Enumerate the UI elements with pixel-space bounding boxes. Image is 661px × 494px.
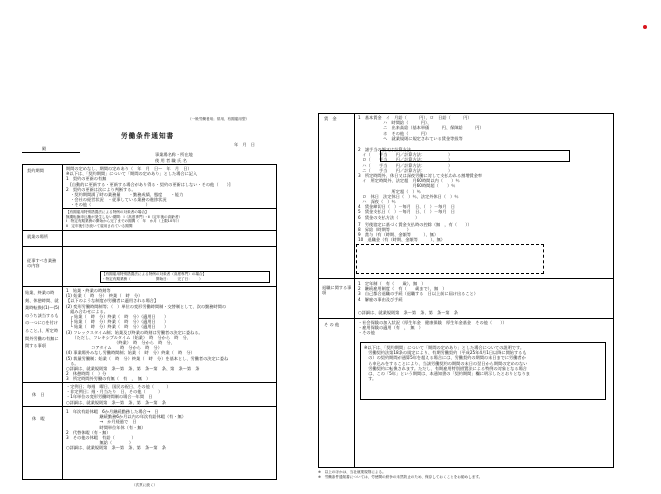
addressee-underline bbox=[22, 152, 80, 153]
contract-inner-divider bbox=[62, 208, 277, 209]
right-row-divider-2 bbox=[318, 318, 614, 319]
continued-note: （次頁に続く） bbox=[132, 483, 158, 487]
section-label-other: そ の 他 bbox=[324, 322, 340, 327]
row-divider-3 bbox=[22, 286, 277, 287]
section-label-leave: 休 暇 bbox=[32, 416, 45, 421]
section-label-wages: 賃 金 bbox=[324, 116, 337, 121]
left-date: 年 月 日 bbox=[234, 142, 255, 147]
right-label-column-divider bbox=[354, 113, 355, 468]
right-row-divider-1 bbox=[318, 278, 614, 279]
wage-lines: 1 基本賃金 イ 月給（ 円）、ロ 日給（ 円） ハ 時間給（ 円）、 ニ 出来高給（基本単価 円、保障給 円） ホ その他（ 円） へ 就業規則に規定されている賃金等級等 2 諸手当の額又は計算方法 イ（ 手当 円／計算方法： ） ロ（ 手当 円／計算方法： ） ハ（ 手当 円／計算方法： ） ニ（ 手当 円／計算方法： ） 3 所定時間外、休日又は深夜労働に対して支払われる割増賃金率 イ 所定時間外、法定超 月60時間以内（ ）％ 月60時間超（ ）％ 所定超（ ）％ ロ 休日 法定休日（ ）％、法定外休日（ ）％ ハ 深夜（ ）％ 4 賃金締切日（ ）－毎月 日、（ ）－毎月 日 5 賃金支払日（ ）－毎月 日、（ ）－毎月 日 6 賃金の支払方法（ ） 7 労使協定に基づく賃金支払時の控除（無 ，有（ ）） 8 昇給（時期等 ） 9 賞与（有（時期、金額等 ）、無） 10 退職金（有（時期、金額等 ）、無） bbox=[358, 115, 484, 243]
wage-grade-box bbox=[380, 150, 570, 162]
leave-lines: 1 年次有給休暇 6か月継続勤務した場合→ 日 継続勤務6か月以内の年次有給休暇（有・無） → か月経過で 日 時間単位年休（有・無） 2 代替休暇（有・無） 3 その他の休暇 有給（ ） 無給（ ） ○詳細は、就業規則第 条～第 条、第 条～第 条 bbox=[66, 409, 186, 451]
section-label-contract: 契約期間 bbox=[27, 168, 44, 173]
section-label-holidays: 休 日 bbox=[32, 392, 45, 397]
retirement-lines: 1 定年制（ 有（ 歳），無 ） 2 継続雇用制度（ 有（ 歳まで），無 ） 3 自己都合退職の手続（退職する 日以上前に届け出ること） 4 解雇の事由及び手続 ○詳細は、就業規則第 条～第 条、第 条～第 条 bbox=[358, 281, 478, 315]
contract-notes: 【有期雇用特別措置法による特例の対象者の場合】 無期転換申込権が発生しない期間：Ⅰ（高度専門）・Ⅱ（定年後の高齢者） Ⅰ 特定有期業務の開始から完了までの期間（ 年 か月（上限10年）） Ⅱ 定年後引き続いて雇用されている期間 bbox=[66, 210, 183, 228]
left-title: 労働条件通知書 bbox=[121, 132, 175, 140]
other-lines-top: ・社会保険の加入状況（厚生年金 健康保険 厚生年金基金 その他（ ）） ・雇用保険の適用（有 ， 無 ） ・その他 bbox=[358, 320, 507, 336]
row-divider-4 bbox=[22, 382, 277, 383]
section-label-workplace: 就業の場所 bbox=[27, 234, 48, 239]
addressee: 殿 bbox=[42, 146, 47, 151]
holiday-lines: ・定例日；毎週 曜日、国民の祝日、その他（ ） ・非定例日；週・月当たり 日、その他（ ） ・1年単位の変形労働時間制の場合一年間 日 ○詳細は、就業規則第 条～第 条、第 条～第 条 bbox=[66, 384, 171, 405]
contract-lines: 期間の定めなし、期間の定めあり（ 年 月 日～ 年 月 日） ※以下は、「契約期間」について「期間の定めあり」とした場合に記入 1 契約の更新の有無 [自動的に更新する・更新する場合があり得る・契約の更新はしない・その他（ ）] 2 契約の更新は次により判断する。 ・契約期間満了時の業務量 ・勤務成績、態度 ・能力 ・会社の経営状況 ・従事している業務の進捗状況 ・その他（ ） bbox=[66, 166, 231, 208]
left-label-column-divider bbox=[62, 164, 63, 480]
section-label-hours: 始業、終業の時刻、休憩時間、就業時転換((1)～(5)のうち該当するもの一つに○を付けること。)、所定時間外労働の有無に関する事項 bbox=[25, 290, 60, 349]
hours-lines: 1 始業・終業の時刻等 (1) 始業（ 時 分） 終業（ 時 分） 【以下のような制度が労働者に適用される場合】 (2) 変形労働時間制等；（ ）単位の変形労働時間制・交替制として、次の勤務時間の 組み合わせによる。 ┌ 始業（ 時 分）終業（ 時 分）（適用日 ） ├ 始業（ 時 分）終業（ 時 分）（適用日 ） └ 始業（ 時 分）終業（ 時 分）（適用日 ） (3) フレックスタイム制；始業及び終業の時刻は労働者の決定に委ねる。 （ただし、フレキシブルタイム（始業） 時 分から 時 分、 （終業） 時 分から 時 分、 コアタイム 時 分から 時 分） (4) 事業場外みなし労働時間制；始業（ 時 分）終業（ 時 分） (5) 裁量労働制；始業（ 時 分）終業（ 時 分）を基本とし、労働者の決定に委ね る。 ○詳細は、就業規則第 条～第 条、第 条～第 条、第 条～第 条 2 休憩時間（ ）分 3 所定時間外労働の有無（ 有 ， 無 ） bbox=[66, 288, 229, 382]
row-divider-5 bbox=[22, 406, 277, 407]
other-lines-box: ※以下は、「契約期間」について「期間の定めあり」とした場合についての説明です。 労働契約法第18条の規定により、有期労働契約（平成25年4月1日以降に開始するも の）の契約期間が通算5年を超える場合には、労働契約の期間の末日までに労働者か ら申込みをすることにより、当該労働契約の期間の末日の翌日から期間の定めのない 労働契約に転換されます。ただし、有期雇用特別措置法による特例の対象となる場合 は、この「5年」という期間は、本通知書の「契約期間」欄に明示したとおりとなりま す。 bbox=[364, 345, 530, 382]
row-divider-1 bbox=[22, 230, 277, 231]
right-footnotes: ※ 以上のほかは、当社就業規則による。 ※ 労働条件通知書については、労使間の紛争の未然防止のため、保存しておくことをお勧めします。 bbox=[318, 470, 483, 479]
duties-notes: 【有期雇用特別措置法による特例の対象者（高度専門）の場合】 ・特定有期業務（ 開始日： 完了日： ） bbox=[102, 272, 207, 281]
row-divider-2 bbox=[22, 246, 277, 247]
employer-address-label: 事業場名称・所在地 bbox=[155, 152, 193, 157]
left-subtitle: （一般労働者用；常用、有期雇用型） bbox=[188, 117, 250, 121]
section-label-duties: 従事すべき業務の内容 bbox=[27, 258, 57, 269]
deduction-dashed-box bbox=[356, 244, 544, 274]
employer-name-label: 使 用 者 職 氏 名 bbox=[155, 158, 187, 163]
section-label-retirement: 退職に関する事項 bbox=[322, 285, 352, 296]
left-page bbox=[0, 0, 330, 494]
right-page bbox=[318, 0, 661, 494]
